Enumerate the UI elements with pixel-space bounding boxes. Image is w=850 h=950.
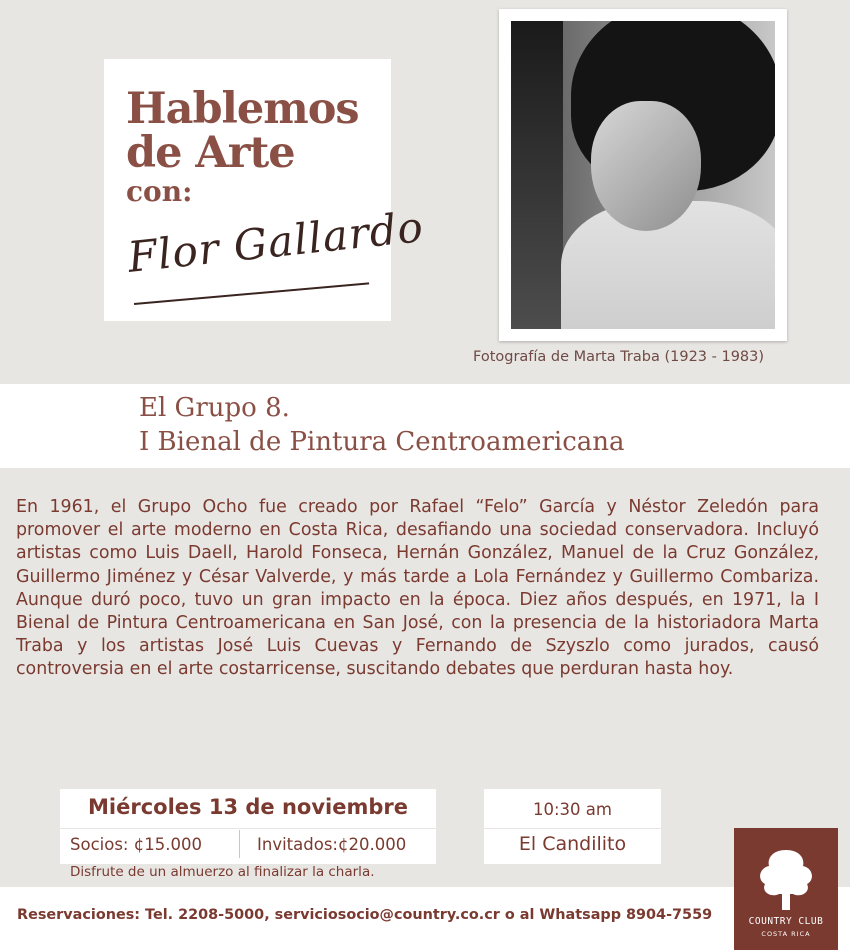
- event-time: 10:30 am: [533, 800, 612, 819]
- lunch-note: Disfrute de un almuerzo al finalizar la charla.: [70, 864, 375, 880]
- divider: [60, 828, 436, 829]
- logo-line-3: con:: [126, 175, 193, 208]
- event-logo-card: [104, 59, 426, 321]
- portrait-photo-frame: [499, 9, 787, 341]
- reservations-info: Reservaciones: Tel. 2208-5000, serviciosocio@country.co.cr o al Whatsapp 8904-7559: [17, 907, 713, 923]
- logo-line-1: Hablemos: [126, 84, 359, 134]
- divider: [484, 828, 661, 829]
- country-club-logo: [734, 828, 838, 950]
- title-band: [0, 384, 850, 468]
- portrait-photo: [511, 21, 775, 329]
- photo-window-shadow: [511, 21, 563, 329]
- photo-caption: Fotografía de Marta Traba (1923 - 1983): [473, 349, 765, 365]
- title-line-2: I Bienal de Pintura Centroamericana: [139, 427, 625, 457]
- event-date: Miércoles 13 de noviembre: [88, 795, 408, 819]
- title-line-1: El Grupo 8.: [139, 393, 290, 423]
- footer-band: [0, 887, 850, 950]
- club-subtitle: COSTA RICA: [761, 930, 811, 938]
- logo-title: [126, 84, 359, 178]
- signature-graphic: [122, 202, 426, 311]
- event-venue: El Candilito: [518, 833, 627, 855]
- photo-face: [591, 101, 701, 231]
- event-details-box: [60, 789, 436, 864]
- club-name: COUNTRY CLUB: [748, 916, 824, 927]
- tree-icon: [751, 846, 821, 912]
- price-invitados: Invitados:¢20.000: [257, 835, 407, 854]
- signature-underline: [134, 282, 369, 305]
- body-paragraph: En 1961, el Grupo Ocho fue creado por Rafael “Felo” García y Néstor Zeledón para promover el arte moderno en Costa Rica, desafiando una sociedad conservadora. Incluyó artistas como Luis Daell, Harold Fonseca, Hernán González, Manuel de la Cruz González, Guillermo Jiménez y César Valverde, y más tarde a Lola Fernández y Guillermo Combariza. Aunque duró poco, tuvo un gran impacto en la época. Diez años después, en 1971, la I Bienal de Pintura Centroamericana en San José, con la presencia de la historiadora Marta Traba y los artistas José Luis Cuevas y Fernando de Szyszlo como jurados, causó controversia en el arte costarricense, suscitando debates que perduran hasta hoy.: [16, 497, 819, 680]
- time-venue-box: [484, 789, 661, 864]
- divider: [239, 830, 240, 858]
- logo-line-2: de Arte: [126, 128, 295, 178]
- price-socios: Socios: ¢15.000: [70, 835, 202, 854]
- signature-name: Flor Gallardo: [125, 202, 426, 282]
